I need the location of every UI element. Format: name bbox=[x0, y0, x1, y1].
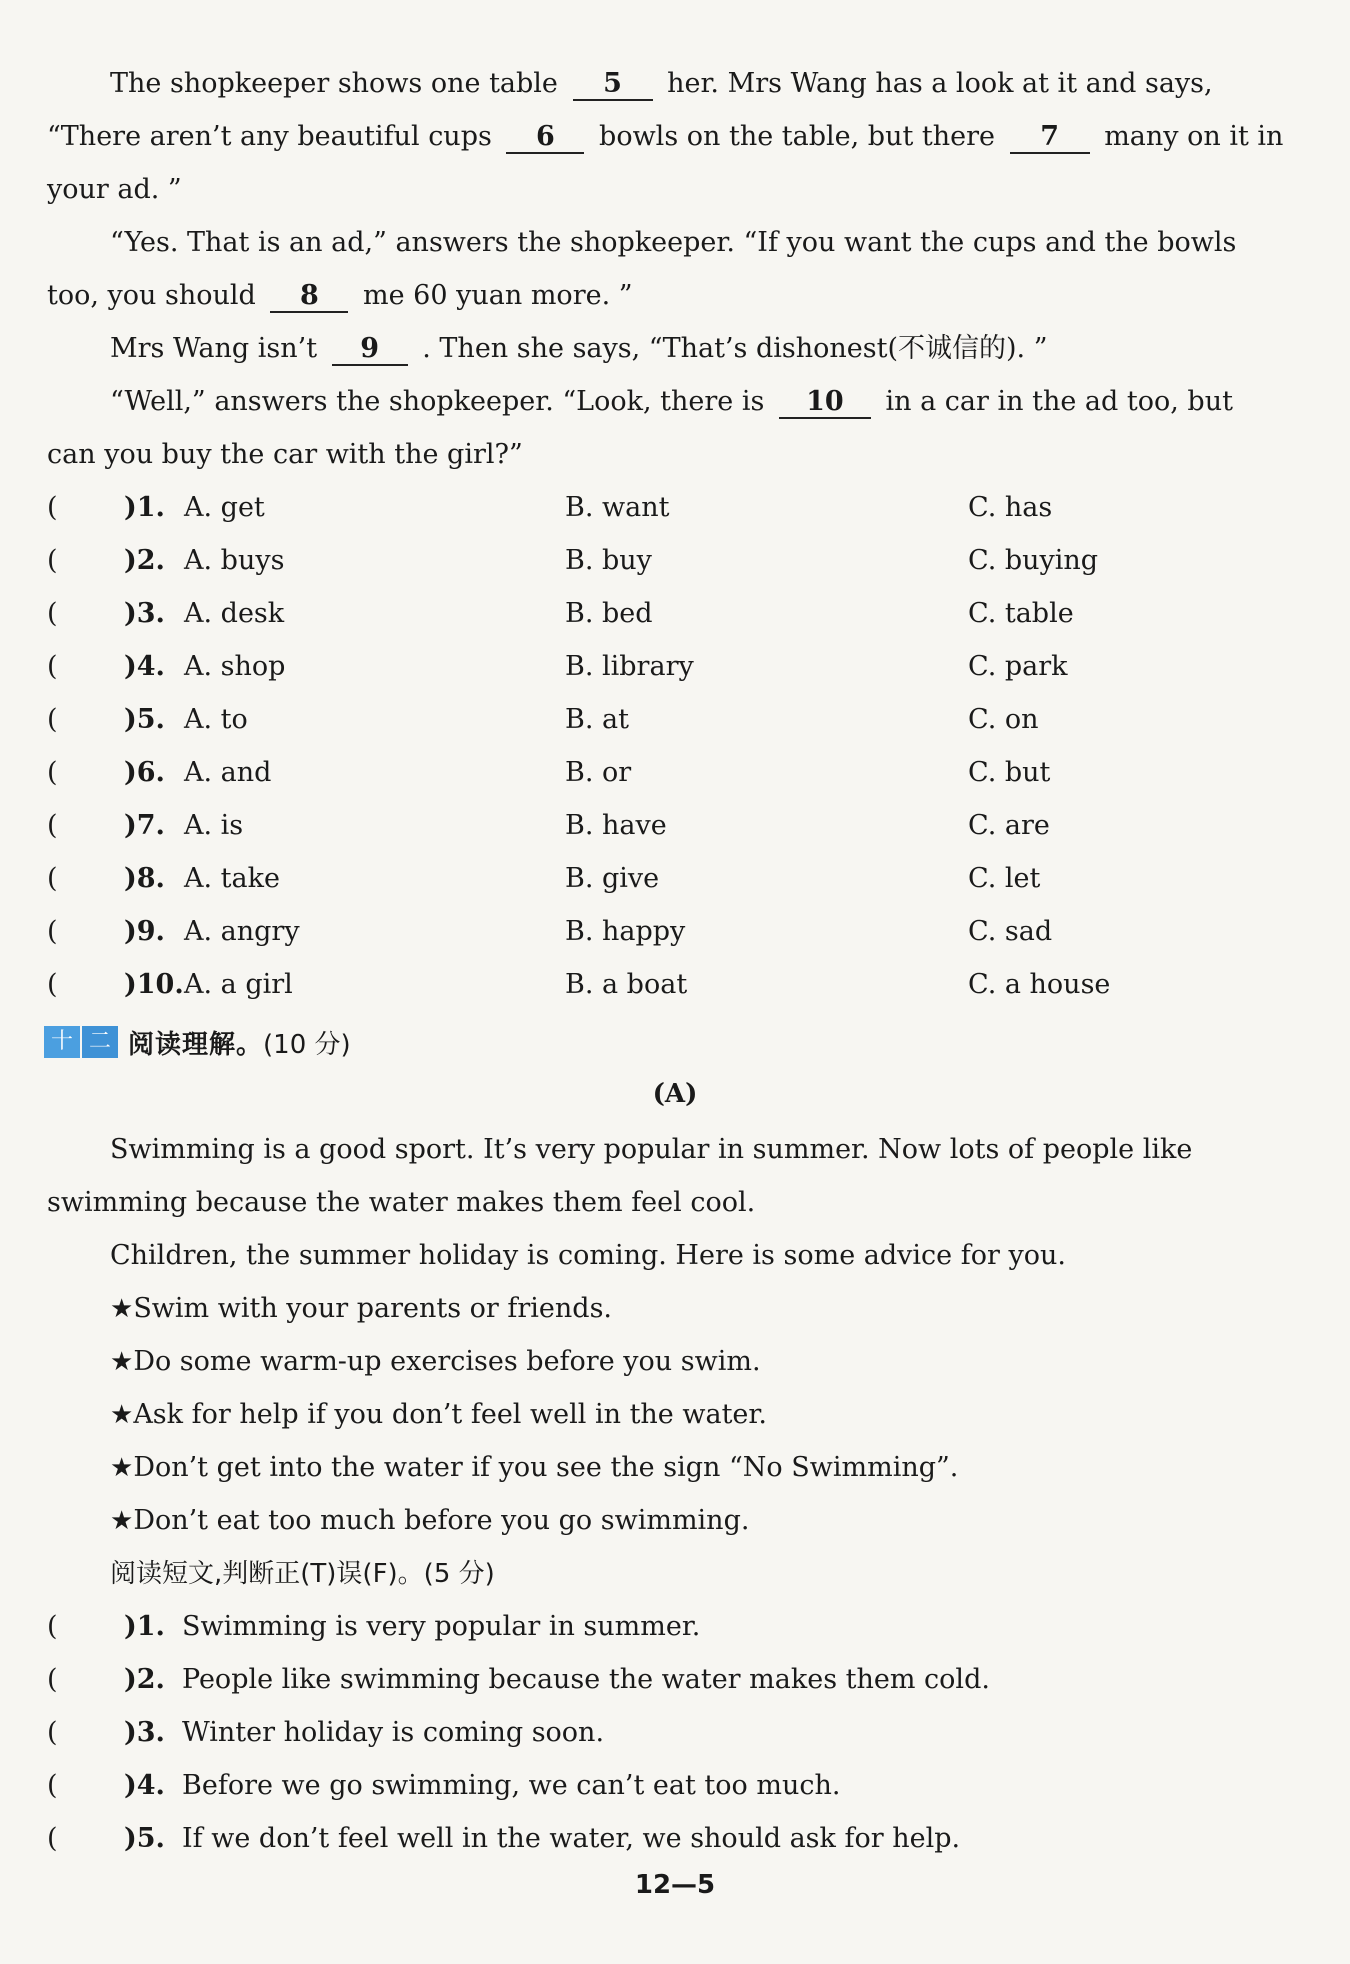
tf-instruction: 阅读短文,判断正(T)误(F)。(5 分) bbox=[110, 1559, 495, 1589]
option-c: C. on bbox=[968, 704, 1039, 735]
answer-bracket[interactable]: ( bbox=[47, 969, 58, 1000]
statement-text: Before we go swimming, we can’t eat too much. bbox=[182, 1770, 841, 1801]
answer-bracket[interactable]: ( bbox=[47, 492, 58, 523]
badge-char: 二 bbox=[82, 1026, 118, 1058]
option-c: C. but bbox=[968, 757, 1051, 788]
star-icon: ★ bbox=[110, 1400, 134, 1430]
star-icon: ★ bbox=[110, 1453, 134, 1483]
question-number: )2. bbox=[124, 545, 165, 576]
passage-line-8: can you buy the car with the girl?” bbox=[47, 439, 523, 470]
passage-text: in a car in the ad too, but bbox=[885, 386, 1233, 417]
choice-question bbox=[0, 649, 1350, 685]
choice-question bbox=[0, 490, 1350, 526]
answer-bracket[interactable]: ( bbox=[47, 704, 58, 735]
passage-line-4: “Yes. That is an ad,” answers the shopkeeper. “If you want the cups and the bowls bbox=[110, 227, 1237, 258]
option-a: A. is bbox=[184, 810, 244, 841]
reading-paragraph-1b: swimming because the water makes them feel cool. bbox=[47, 1187, 756, 1218]
blank-9: 9 bbox=[332, 334, 408, 366]
blank-7: 7 bbox=[1010, 122, 1090, 154]
question-number: )7. bbox=[124, 810, 165, 841]
option-c: C. park bbox=[968, 651, 1068, 682]
option-b: B. give bbox=[565, 863, 660, 894]
option-c: C. are bbox=[968, 810, 1050, 841]
choice-question bbox=[0, 967, 1350, 1003]
question-number: )1. bbox=[124, 492, 165, 523]
advice-item bbox=[110, 1344, 1280, 1380]
passage-line-7 bbox=[110, 384, 1280, 420]
option-c: C. let bbox=[968, 863, 1041, 894]
passage-text: bowls on the table, but there bbox=[599, 121, 996, 152]
option-b: B. or bbox=[565, 757, 632, 788]
star-icon: ★ bbox=[110, 1294, 134, 1324]
advice-text: Swim with your parents or friends. bbox=[133, 1293, 613, 1324]
question-number: )9. bbox=[124, 916, 165, 947]
question-number: )4. bbox=[124, 651, 165, 682]
option-c: C. a house bbox=[968, 969, 1111, 1000]
choice-question bbox=[0, 914, 1350, 950]
question-number: )5. bbox=[124, 704, 165, 735]
passage-text: many on it in bbox=[1104, 121, 1284, 152]
option-a: A. take bbox=[184, 863, 280, 894]
choice-question bbox=[0, 808, 1350, 844]
passage-line-5 bbox=[47, 278, 1280, 314]
statement-text: Winter holiday is coming soon. bbox=[182, 1717, 605, 1748]
advice-text: Don’t get into the water if you see the sign “No Swimming”. bbox=[133, 1452, 959, 1483]
question-number: )8. bbox=[124, 863, 165, 894]
tf-question bbox=[0, 1662, 1350, 1698]
advice-item bbox=[110, 1450, 1280, 1486]
advice-text: Don’t eat too much before you go swimming. bbox=[133, 1505, 750, 1536]
option-a: A. to bbox=[184, 704, 248, 735]
option-b: B. want bbox=[565, 492, 670, 523]
choice-question bbox=[0, 543, 1350, 579]
advice-item bbox=[110, 1503, 1280, 1539]
reading-paragraph-1a: Swimming is a good sport. It’s very popular in summer. Now lots of people like bbox=[110, 1134, 1193, 1165]
passage-text: “There aren’t any beautiful cups bbox=[47, 121, 492, 152]
option-c: C. has bbox=[968, 492, 1053, 523]
question-number: )3. bbox=[124, 598, 165, 629]
section-score: (10 分) bbox=[263, 1029, 351, 1060]
option-c: C. buying bbox=[968, 545, 1099, 576]
tf-question bbox=[0, 1768, 1350, 1804]
option-c: C. table bbox=[968, 598, 1074, 629]
answer-bracket[interactable]: ( bbox=[47, 651, 58, 682]
answer-bracket[interactable]: ( bbox=[47, 1770, 58, 1801]
answer-bracket[interactable]: ( bbox=[47, 545, 58, 576]
passage-line-3: your ad. ” bbox=[47, 174, 182, 205]
passage-text: me 60 yuan more. ” bbox=[363, 280, 633, 311]
answer-bracket[interactable]: ( bbox=[47, 1611, 58, 1642]
advice-item bbox=[110, 1291, 1280, 1327]
blank-5: 5 bbox=[573, 69, 653, 101]
star-icon: ★ bbox=[110, 1506, 134, 1536]
option-b: B. buy bbox=[565, 545, 652, 576]
option-b: B. have bbox=[565, 810, 667, 841]
tf-question bbox=[0, 1715, 1350, 1751]
passage-text: Mrs Wang isn’t bbox=[110, 333, 318, 364]
advice-text: Do some warm-up exercises before you swim. bbox=[133, 1346, 761, 1377]
option-c: C. sad bbox=[968, 916, 1053, 947]
answer-bracket[interactable]: ( bbox=[47, 863, 58, 894]
statement-text: If we don’t feel well in the water, we should ask for help. bbox=[182, 1823, 961, 1854]
advice-text: Ask for help if you don’t feel well in the water. bbox=[133, 1399, 767, 1430]
passage-text: her. Mrs Wang has a look at it and says, bbox=[667, 68, 1213, 99]
answer-bracket[interactable]: ( bbox=[47, 1823, 58, 1854]
option-b: B. happy bbox=[565, 916, 686, 947]
statement-text: People like swimming because the water makes them cold. bbox=[182, 1664, 990, 1695]
passage-line-6 bbox=[110, 331, 1280, 367]
option-a: A. a girl bbox=[184, 969, 293, 1000]
answer-bracket[interactable]: ( bbox=[47, 598, 58, 629]
star-icon: ★ bbox=[110, 1347, 134, 1377]
option-a: A. desk bbox=[184, 598, 285, 629]
option-a: A. get bbox=[184, 492, 265, 523]
answer-bracket[interactable]: ( bbox=[47, 1664, 58, 1695]
option-b: B. a boat bbox=[565, 969, 688, 1000]
passage-text: “Well,” answers the shopkeeper. “Look, there is bbox=[110, 386, 765, 417]
option-a: A. shop bbox=[184, 651, 286, 682]
reading-paragraph-2: Children, the summer holiday is coming. Here is some advice for you. bbox=[110, 1240, 1066, 1271]
question-number: )2. bbox=[124, 1664, 165, 1695]
passage-line-2 bbox=[47, 119, 1284, 155]
reading-label: (A) bbox=[652, 1079, 698, 1109]
tf-question bbox=[0, 1821, 1350, 1857]
blank-10: 10 bbox=[779, 387, 871, 419]
question-number: )1. bbox=[124, 1611, 165, 1642]
passage-text: too, you should bbox=[47, 280, 256, 311]
choice-question bbox=[0, 702, 1350, 738]
answer-bracket[interactable]: ( bbox=[47, 1717, 58, 1748]
section-number-badge bbox=[44, 1026, 118, 1058]
option-a: A. and bbox=[184, 757, 272, 788]
option-a: A. angry bbox=[184, 916, 300, 947]
answer-bracket[interactable]: ( bbox=[47, 757, 58, 788]
tf-question bbox=[0, 1609, 1350, 1645]
option-b: B. at bbox=[565, 704, 629, 735]
passage-line-1 bbox=[110, 66, 1280, 102]
passage-text: The shopkeeper shows one table bbox=[110, 68, 558, 99]
passage-text: . Then she says, “That’s dishonest(不诚信的). ” bbox=[422, 333, 1048, 364]
choice-question bbox=[0, 596, 1350, 632]
question-number: )6. bbox=[124, 757, 165, 788]
answer-bracket[interactable]: ( bbox=[47, 810, 58, 841]
section-header bbox=[44, 1025, 351, 1059]
option-b: B. library bbox=[565, 651, 694, 682]
blank-6: 6 bbox=[506, 122, 584, 154]
question-number: )3. bbox=[124, 1717, 165, 1748]
question-number: )4. bbox=[124, 1770, 165, 1801]
option-b: B. bed bbox=[565, 598, 653, 629]
answer-bracket[interactable]: ( bbox=[47, 916, 58, 947]
badge-char: 十 bbox=[44, 1026, 80, 1058]
option-a: A. buys bbox=[184, 545, 285, 576]
page-number: 12—5 bbox=[634, 1870, 716, 1900]
choice-question bbox=[0, 755, 1350, 791]
question-number: )5. bbox=[124, 1823, 165, 1854]
blank-8: 8 bbox=[270, 281, 348, 313]
statement-text: Swimming is very popular in summer. bbox=[182, 1611, 701, 1642]
choice-question bbox=[0, 861, 1350, 897]
advice-item bbox=[110, 1397, 1280, 1433]
section-title: 阅读理解。 bbox=[128, 1029, 264, 1060]
question-number: )10. bbox=[124, 969, 184, 1000]
